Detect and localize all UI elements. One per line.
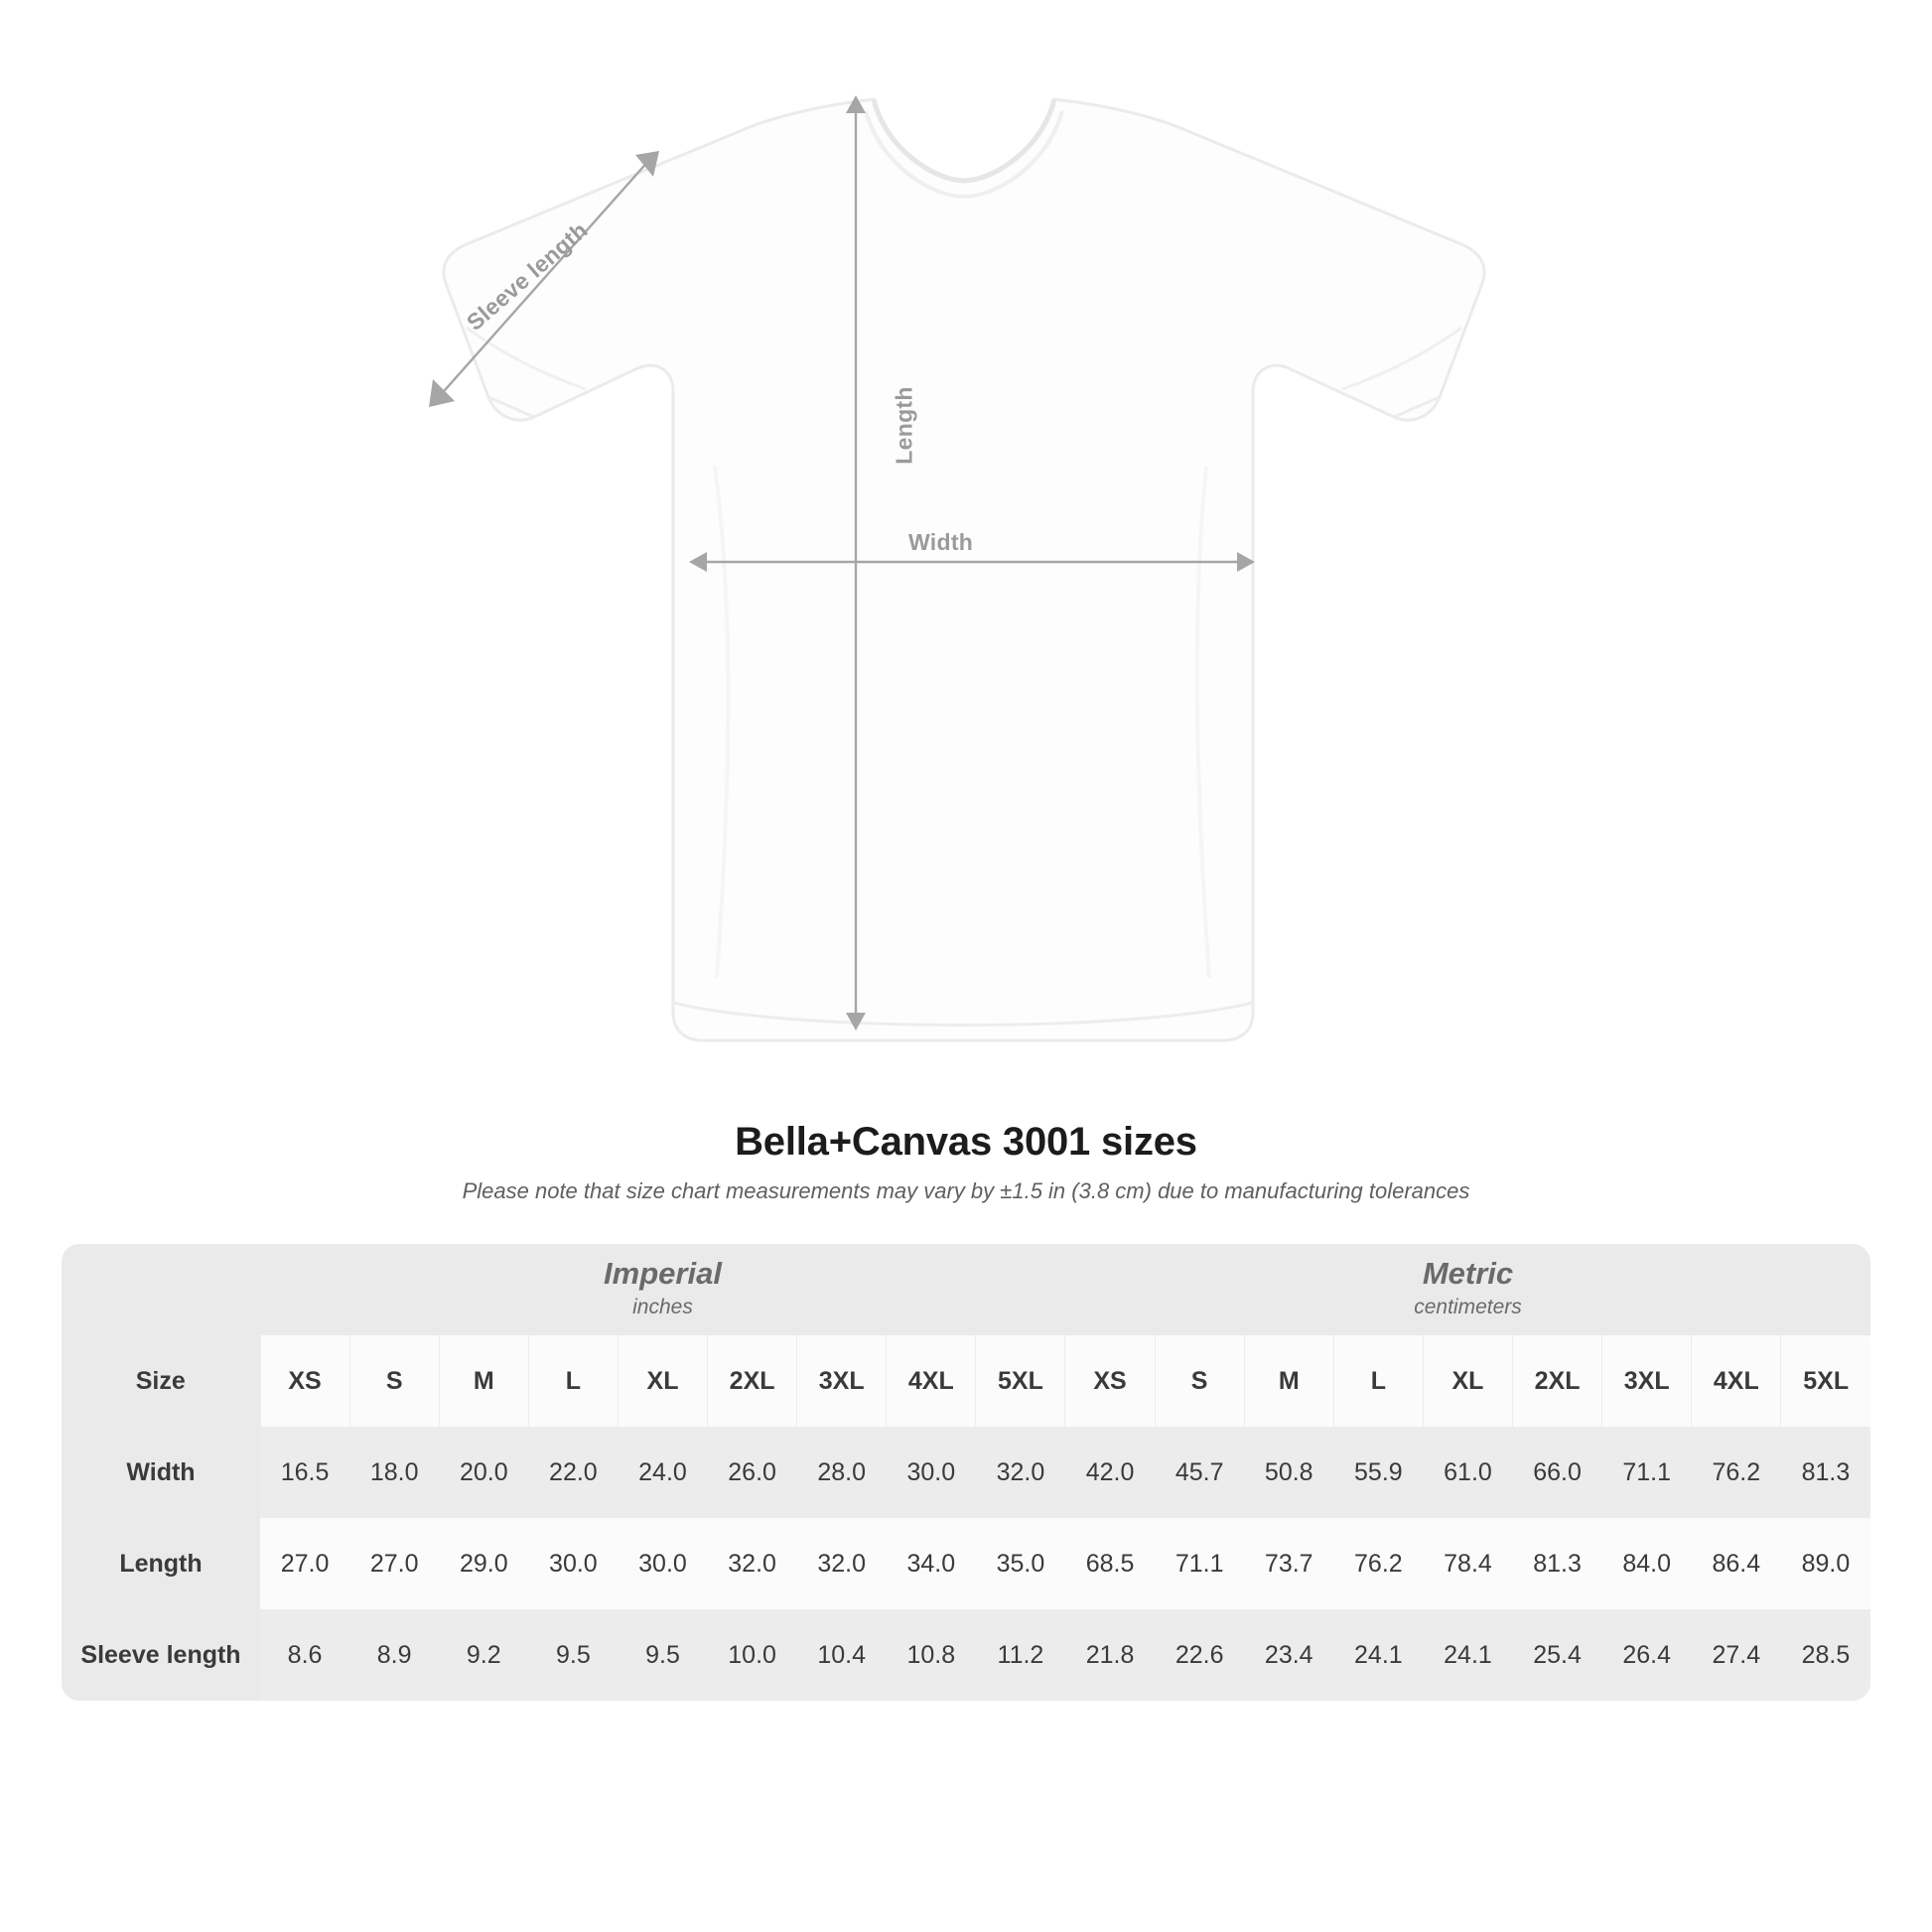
measurement-cell: 27.0 xyxy=(260,1518,349,1609)
measurement-cell: 30.0 xyxy=(618,1518,707,1609)
unit-group-title: Imperial xyxy=(604,1256,722,1292)
measurement-cell: 30.0 xyxy=(887,1427,976,1518)
size-header-cell: 3XL xyxy=(797,1335,887,1427)
size-header-cell: S xyxy=(349,1335,439,1427)
tolerance-note: Please note that size chart measurements may vary by ±1.5 in (3.8 cm) due to manufacturing tolerances xyxy=(462,1178,1470,1203)
size-header-cell: L xyxy=(528,1335,618,1427)
measurement-cell: 8.6 xyxy=(260,1609,349,1701)
measurement-cell: 25.4 xyxy=(1513,1609,1602,1701)
measurement-cell: 27.0 xyxy=(349,1518,439,1609)
size-header-cell: 2XL xyxy=(708,1335,797,1427)
measurement-row-label: Sleeve length xyxy=(62,1609,260,1701)
measurement-cell: 28.5 xyxy=(1781,1609,1870,1701)
measurement-cell: 10.4 xyxy=(797,1609,887,1701)
measurement-row-label: Width xyxy=(62,1427,260,1518)
measurement-cell: 50.8 xyxy=(1244,1427,1333,1518)
size-table-container xyxy=(62,1244,1870,1701)
table-row xyxy=(62,1609,1870,1701)
measurement-cell: 22.6 xyxy=(1155,1609,1244,1701)
measurement-cell: 9.2 xyxy=(439,1609,528,1701)
unit-header-row xyxy=(62,1244,1870,1335)
measurement-cell: 68.5 xyxy=(1065,1518,1155,1609)
measurement-cell: 24.1 xyxy=(1333,1609,1423,1701)
unit-group-title: Metric xyxy=(1422,1256,1514,1292)
size-header-cell: 4XL xyxy=(1692,1335,1781,1427)
measurement-cell: 26.4 xyxy=(1602,1609,1692,1701)
measurement-cell: 78.4 xyxy=(1423,1518,1512,1609)
measurement-cell: 84.0 xyxy=(1602,1518,1692,1609)
measurement-cell: 76.2 xyxy=(1692,1427,1781,1518)
measurement-cell: 11.2 xyxy=(976,1609,1065,1701)
size-header-cell: 4XL xyxy=(887,1335,976,1427)
measurement-cell: 71.1 xyxy=(1155,1518,1244,1609)
length-label: Length xyxy=(891,386,917,465)
size-table xyxy=(62,1244,1870,1701)
measurement-cell: 10.8 xyxy=(887,1609,976,1701)
size-header-cell: 5XL xyxy=(1781,1335,1870,1427)
size-column-header: Size xyxy=(62,1335,260,1427)
measurement-cell: 18.0 xyxy=(349,1427,439,1518)
table-row xyxy=(62,1518,1870,1609)
measurement-row-label: Length xyxy=(62,1518,260,1609)
measurement-cell: 24.1 xyxy=(1423,1609,1512,1701)
size-header-cell: M xyxy=(1244,1335,1333,1427)
measurement-cell: 29.0 xyxy=(439,1518,528,1609)
measurement-cell: 28.0 xyxy=(797,1427,887,1518)
tshirt-shape xyxy=(444,99,1484,1040)
size-header-row xyxy=(62,1335,1870,1427)
measurement-cell: 89.0 xyxy=(1781,1518,1870,1609)
size-header-cell: M xyxy=(439,1335,528,1427)
measurement-cell: 35.0 xyxy=(976,1518,1065,1609)
size-header-cell: L xyxy=(1333,1335,1423,1427)
measurement-cell: 8.9 xyxy=(349,1609,439,1701)
measurement-cell: 61.0 xyxy=(1423,1427,1512,1518)
measurement-cell: 34.0 xyxy=(887,1518,976,1609)
unit-group-subtitle: inches xyxy=(632,1296,693,1319)
measurement-cell: 81.3 xyxy=(1781,1427,1870,1518)
page-title: Bella+Canvas 3001 sizes xyxy=(735,1120,1197,1164)
table-row xyxy=(62,1427,1870,1518)
measurement-cell: 32.0 xyxy=(797,1518,887,1609)
measurement-cell: 27.4 xyxy=(1692,1609,1781,1701)
size-header-cell: XL xyxy=(1423,1335,1512,1427)
size-header-cell: 5XL xyxy=(976,1335,1065,1427)
measurement-cell: 20.0 xyxy=(439,1427,528,1518)
unit-group-imperial xyxy=(260,1244,1065,1335)
size-header-cell: XS xyxy=(260,1335,349,1427)
size-header-cell: 2XL xyxy=(1513,1335,1602,1427)
measurement-cell: 30.0 xyxy=(528,1518,618,1609)
measurement-cell: 21.8 xyxy=(1065,1609,1155,1701)
measurement-cell: 16.5 xyxy=(260,1427,349,1518)
measurement-cell: 26.0 xyxy=(708,1427,797,1518)
measurement-cell: 66.0 xyxy=(1513,1427,1602,1518)
sleeve-length-label: Sleeve length xyxy=(461,216,593,336)
unit-group-subtitle: centimeters xyxy=(1414,1296,1522,1319)
measurement-cell: 86.4 xyxy=(1692,1518,1781,1609)
unit-header-spacer xyxy=(62,1244,260,1335)
measurement-cell: 71.1 xyxy=(1602,1427,1692,1518)
measurement-cell: 24.0 xyxy=(618,1427,707,1518)
width-label: Width xyxy=(908,529,974,555)
measurement-cell: 9.5 xyxy=(528,1609,618,1701)
measurement-cell: 81.3 xyxy=(1513,1518,1602,1609)
measurement-cell: 76.2 xyxy=(1333,1518,1423,1609)
size-header-cell: 3XL xyxy=(1602,1335,1692,1427)
measurement-cell: 55.9 xyxy=(1333,1427,1423,1518)
unit-group-metric xyxy=(1065,1244,1870,1335)
measurement-cell: 32.0 xyxy=(976,1427,1065,1518)
measurement-cell: 9.5 xyxy=(618,1609,707,1701)
size-header-cell: S xyxy=(1155,1335,1244,1427)
measurement-cell: 45.7 xyxy=(1155,1427,1244,1518)
measurement-cell: 10.0 xyxy=(708,1609,797,1701)
size-header-cell: XL xyxy=(618,1335,707,1427)
measurement-cell: 22.0 xyxy=(528,1427,618,1518)
measurement-cell: 32.0 xyxy=(708,1518,797,1609)
measurement-cell: 23.4 xyxy=(1244,1609,1333,1701)
measurement-cell: 42.0 xyxy=(1065,1427,1155,1518)
size-header-cell: XS xyxy=(1065,1335,1155,1427)
measurement-cell: 73.7 xyxy=(1244,1518,1333,1609)
